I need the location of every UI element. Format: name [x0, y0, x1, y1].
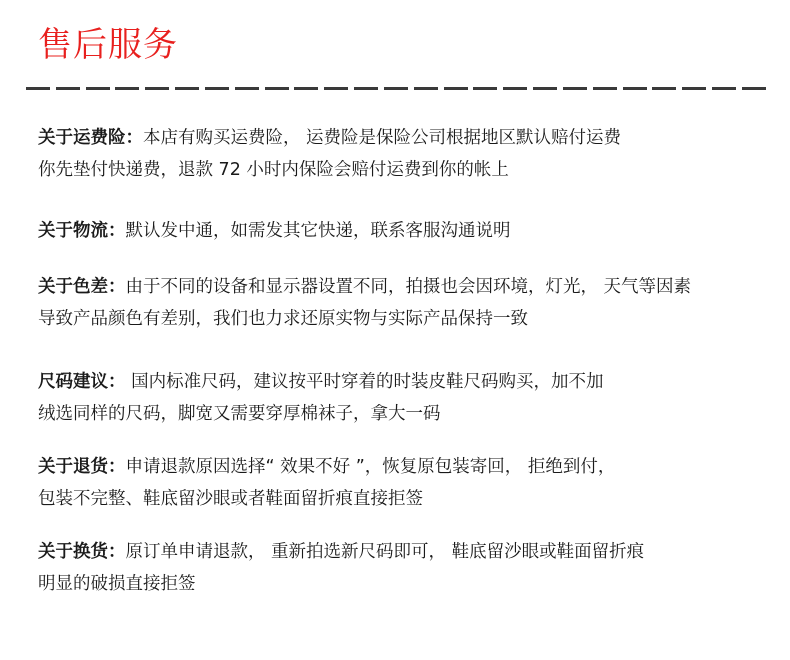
entry-label: 关于物流： [38, 221, 126, 241]
entry-line-1 [38, 536, 644, 568]
divider-dash [175, 87, 199, 90]
divider-dash [742, 87, 766, 90]
entry-line-2: 你先垫付快递费，退款 72 小时内保险会赔付运费到你的帐上 [38, 160, 509, 180]
entry-color-difference [38, 271, 691, 335]
entry-label: 尺码建议： [38, 372, 126, 392]
entry-size-advice [38, 366, 604, 430]
entry-label: 关于运费险： [38, 128, 143, 148]
divider-dash [623, 87, 647, 90]
entry-exchanges [38, 536, 644, 600]
entry-text: 原订单申请退款， 重新拍选新尺码即可， 鞋底留沙眼或鞋面留折痕 [125, 542, 645, 562]
divider-dash [145, 87, 169, 90]
entry-line-2: 包装不完整、鞋底留沙眼或者鞋面留折痕直接拒签 [38, 489, 423, 509]
entry-line-1 [38, 271, 691, 303]
divider-dash [26, 87, 50, 90]
entry-line-1 [38, 451, 615, 483]
divider-dash [444, 87, 468, 90]
dashed-divider [26, 87, 766, 90]
entry-returns [38, 451, 615, 515]
entry-text: 申请退款原因选择“ 效果不好 ”，恢复原包装寄回， 拒绝到付， [125, 457, 616, 477]
entry-shipping-insurance [38, 122, 621, 186]
entry-text: 默认发中通，如需发其它快递，联系客服沟通说明 [125, 221, 511, 241]
divider-dash [205, 87, 229, 90]
divider-dash [354, 87, 378, 90]
entry-line-2: 绒选同样的尺码，脚宽又需要穿厚棉袜子，拿大一码 [38, 404, 441, 424]
divider-dash [414, 87, 438, 90]
divider-dash [56, 87, 80, 90]
divider-dash [86, 87, 110, 90]
divider-dash [473, 87, 497, 90]
divider-dash [652, 87, 676, 90]
entry-line-1 [38, 122, 621, 154]
divider-dash [563, 87, 587, 90]
page-title: 售后服务 [38, 25, 178, 65]
divider-dash [682, 87, 706, 90]
entry-text: 由于不同的设备和显示器设置不同，拍摄也会因环境，灯光， 天气等因素 [125, 277, 692, 297]
divider-dash [115, 87, 139, 90]
divider-dash [503, 87, 527, 90]
entry-label: 关于退货： [38, 457, 126, 477]
entry-line-1 [38, 366, 604, 398]
entry-logistics [38, 215, 511, 247]
divider-dash [712, 87, 736, 90]
entry-label: 关于色差： [38, 277, 126, 297]
divider-dash [533, 87, 557, 90]
divider-dash [235, 87, 259, 90]
entry-text: 国内标准尺码，建议按平时穿着的时装皮鞋尺码购买，加不加 [125, 372, 604, 392]
entry-line-1 [38, 215, 511, 247]
entry-label: 关于换货： [38, 542, 126, 562]
entry-line-2: 导致产品颜色有差别，我们也力求还原实物与实际产品保持一致 [38, 309, 528, 329]
divider-dash [324, 87, 348, 90]
entry-line-2: 明显的破损直接拒签 [38, 574, 196, 594]
divider-dash [593, 87, 617, 90]
divider-dash [384, 87, 408, 90]
divider-dash [265, 87, 289, 90]
divider-dash [294, 87, 318, 90]
entry-text: 本店有购买运费险， 运费险是保险公司根据地区默认赔付运费 [143, 128, 622, 148]
